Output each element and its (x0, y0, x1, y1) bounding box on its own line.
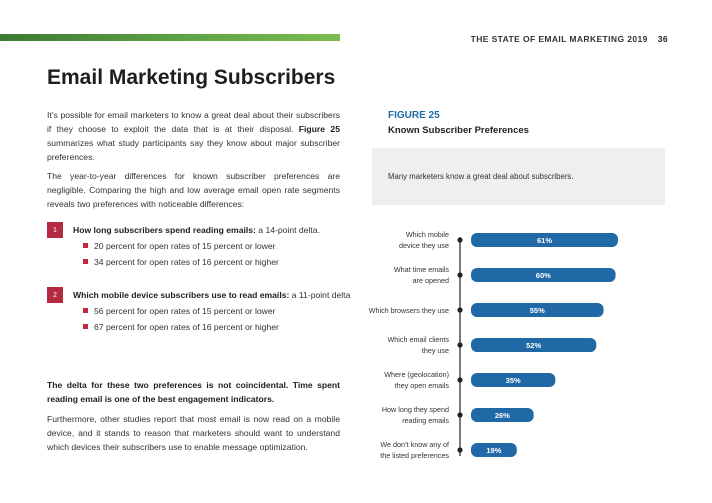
conclusion-paragraph (47, 378, 340, 406)
chart-category-label: device they use (399, 241, 449, 250)
chart-value-label: 55% (529, 306, 545, 315)
chart-category-label: How long they spend (381, 405, 449, 414)
chart-category-label: What time emails (393, 265, 449, 274)
figure-label: FIGURE 25 (388, 110, 440, 121)
item-heading-rest: a 14-point delta. (255, 225, 320, 235)
figure-note: Many marketers know a great deal about subscribers. (388, 172, 574, 181)
chart-category-label: Which email clients (387, 335, 449, 344)
item-heading-rest: a 11-point delta (289, 290, 351, 300)
differences-paragraph: The year-to-year differences for known subscriber preferences are negligible. Comparing the high and low average email open rate segments reveals two preferences with noticeable differences: (47, 171, 340, 209)
intro-paragraph (47, 108, 340, 164)
chart-value-label: 35% (505, 376, 521, 385)
figure-title: Known Subscriber Preferences (388, 125, 529, 136)
chart-category-label: We don’t know any of (380, 440, 449, 449)
bullet-text: 67 percent for open rates of 16 percent or higher (94, 322, 279, 332)
item-heading (73, 225, 320, 235)
page-number: 36 (657, 34, 668, 44)
chart-value-label: 61% (536, 236, 553, 245)
item-heading (73, 290, 350, 300)
conclusion-bold-text: The delta for these two preferences is not coincidental. Time spent reading email is one of the best engagement indicators. (47, 380, 340, 404)
figure-note-box (372, 148, 665, 205)
chart-point-marker (457, 342, 462, 347)
bullet-item (83, 306, 276, 316)
figure-reference: Figure 25 (298, 124, 340, 134)
bullet-square-icon (83, 308, 88, 313)
running-header (471, 34, 668, 44)
intro-text-end: summarizes what study participants say they know about major subscriber preferences. (47, 138, 340, 162)
bullet-square-icon (83, 324, 88, 329)
chart-category-label: Where (geolocation) (384, 370, 449, 379)
chart-value-label: 19% (486, 446, 502, 455)
chart-value-label: 26% (494, 411, 510, 420)
chart-point-marker (457, 237, 462, 242)
bullet-text: 20 percent for open rates of 15 percent or lower (94, 241, 276, 251)
chart-value-label: 52% (526, 341, 542, 350)
chart-point-marker (457, 272, 462, 277)
bullet-item (83, 257, 279, 267)
running-title: THE STATE OF EMAIL MARKETING 2019 (470, 34, 648, 44)
bullet-square-icon (83, 243, 88, 248)
item-heading-bold: Which mobile device subscribers use to read emails: (73, 290, 290, 300)
bullet-item (83, 241, 276, 251)
bullet-square-icon (83, 259, 88, 264)
chart-point-marker (457, 447, 462, 452)
subscriber-preferences-chart (350, 222, 670, 467)
bullet-item (83, 322, 279, 332)
chart-category-label: Which mobile (405, 230, 449, 239)
bullet-text: 56 percent for open rates of 15 percent or lower (94, 306, 276, 316)
chart-point-marker (457, 377, 462, 382)
item-number-badge: 1 (47, 222, 63, 238)
chart-category-label: the listed preferences (380, 451, 449, 460)
intro-text: It’s possible for email marketers to know a great deal about their subscribers if they choose to exploit the data that is at their disposal. (47, 110, 340, 134)
chart-category-label: they open emails (394, 381, 449, 390)
closing-paragraph: Furthermore, other studies report that most email is now read on a mobile device, and it stands to reason that marketers should want to understand which devices their subscribers use to enable message optimization. (47, 414, 340, 452)
chart-category-label: reading emails (402, 416, 449, 425)
bullet-text: 34 percent for open rates of 16 percent or higher (94, 257, 279, 267)
chart-category-label: are opened (412, 276, 449, 285)
chart-point-marker (457, 307, 462, 312)
page-title: Email Marketing Subscribers (47, 66, 336, 89)
chart-value-label: 60% (535, 271, 551, 280)
chart-category-label: Which browsers they use (368, 306, 449, 315)
header-accent-bar (0, 34, 340, 41)
item-number-badge: 2 (47, 287, 63, 303)
chart-point-marker (457, 412, 462, 417)
item-heading-bold: How long subscribers spend reading emails: (73, 225, 256, 235)
chart-category-label: they use (421, 346, 449, 355)
